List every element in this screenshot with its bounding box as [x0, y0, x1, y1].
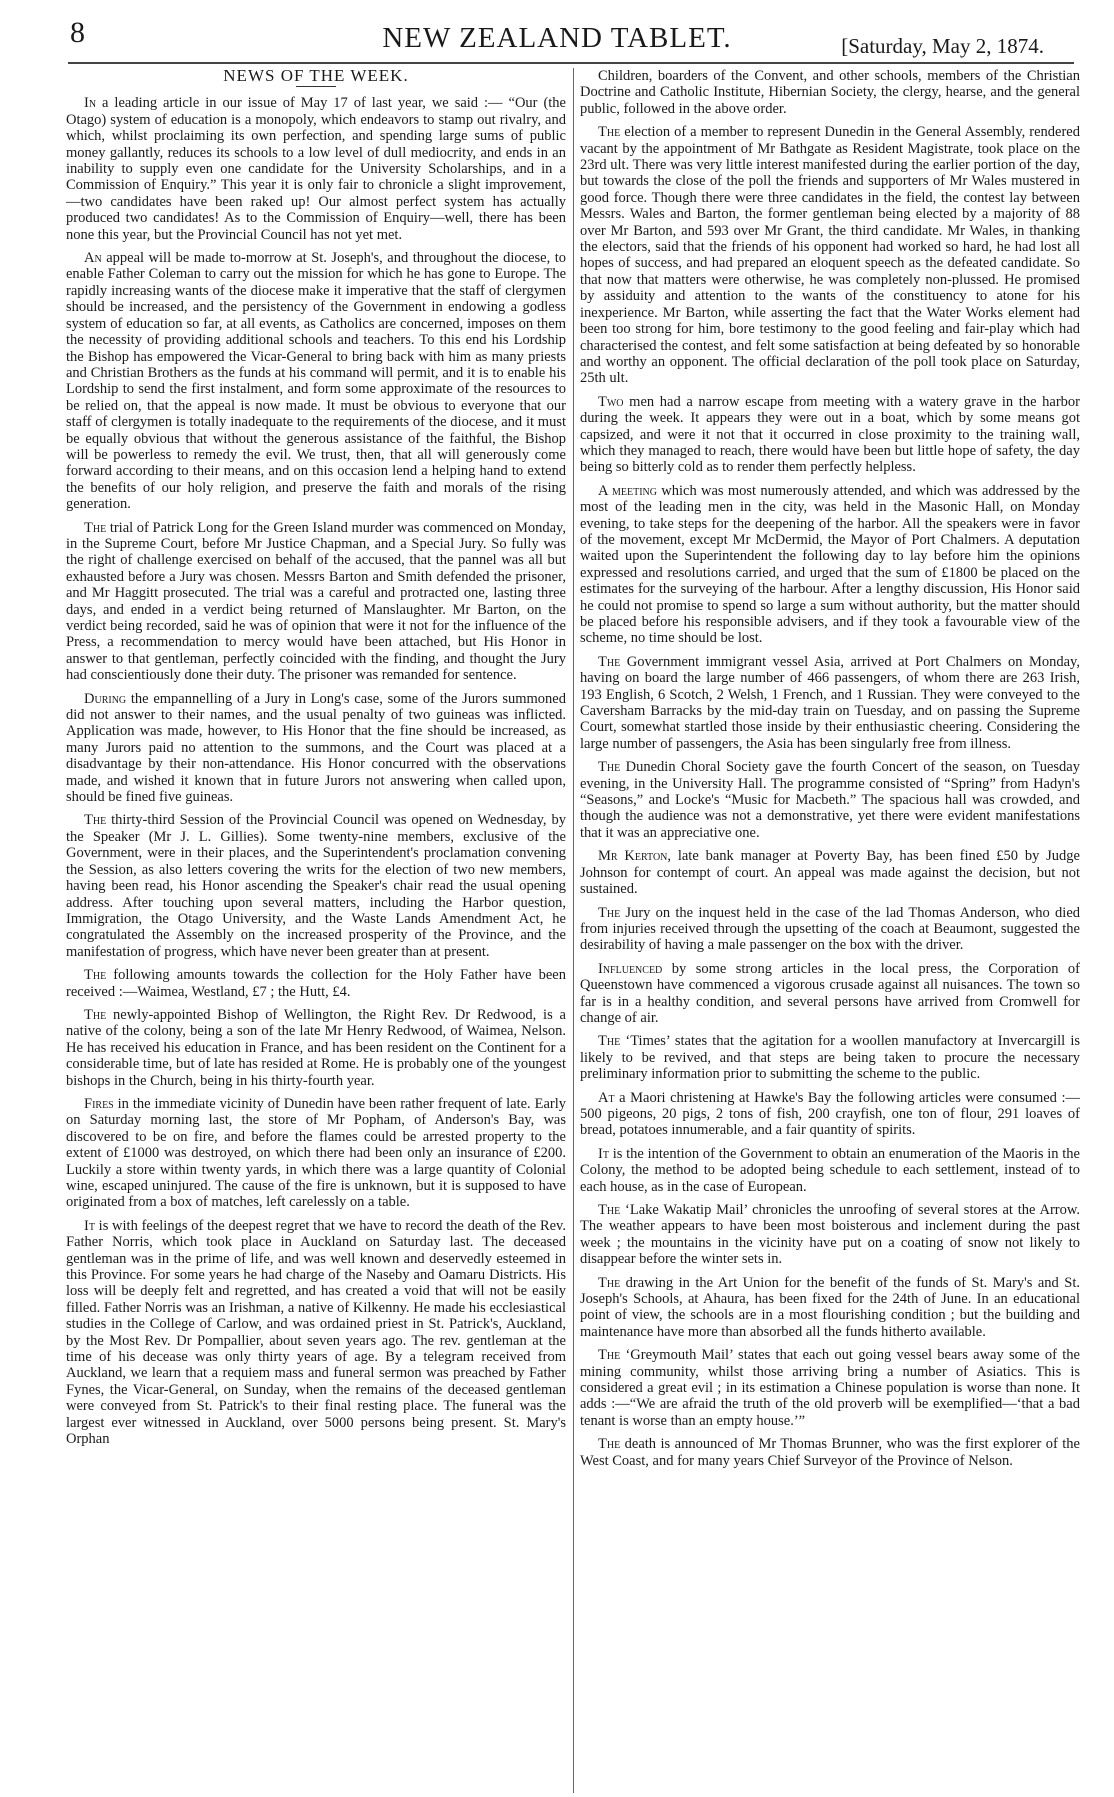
paragraph-lead: An: [84, 250, 102, 267]
news-paragraph: [580, 654, 1080, 752]
paragraph-text: is the intention of the Government to obtain an enumeration of the Maoris in the Colony, the method to be adopted being schedule to each settlement, instead of to each house, as in the case of European.: [580, 1145, 1080, 1195]
paragraph-text: which was most numerously attended, and which was addressed by the most of the leading men in the city, was held in the Masonic Hall, on Monday evening, to take steps for the deepening of the harbor. All the speakers were in favor of the movement, except Mr McDermid, the Mayor of Port Chalmers. A deputation waited upon the Superintendent the following day to lay before him the opinions expressed and resolutions carried, and urged that the sum of £1800 be placed on the estimates for the surveying of the harbour. After a lengthy discussion, His Honor said he could not promise to spend so large a sum without authority, but the matter should be placed before his responsible advisers, and if they took a favourable view of the scheme, no time should be lost.: [580, 482, 1080, 647]
news-paragraph: [580, 1347, 1080, 1429]
paragraph-text: election of a member to represent Dunedin in the General Assembly, rendered vacant by the appointment of Mr Bathgate as Resident Magistrate, took place on the 23rd ult. There was very little interest manifested during the earlier portion of the day, but towards the close of the poll the friends and supporters of Mr Wales mustered in good force. Though there were three candidates in the field, the contest lay between Messrs. Wales and Barton, the former gentleman being elected by a majority of 88 over Mr Barton, and 593 over Mr Grant, the third candidate. Mr Wales, in thanking the electors, said that the friends of his opponent had worked so hard, he had lost all hopes of success, and had prepared an eloquent speech as the defeated candidate. So that now that matters were otherwise, he was completely non-plussed. He promised by assiduity and attention to the wants of the constituency to atone for his inexperience. Mr Barton, while asserting the fact that the Water Works element had been too strong for him, bore testimony to the good feeling and fair-play which had characterised the contest, and felt some satisfaction at being defeated by so honorable and worthy an opponent. The official declaration of the poll took place on Saturday, 25th ult.: [580, 124, 1080, 387]
page-number: 8: [70, 16, 85, 49]
news-paragraph: [580, 394, 1080, 476]
news-paragraph: [66, 1007, 566, 1089]
right-paragraphs: [580, 68, 1080, 1469]
left-paragraphs: [66, 95, 566, 1447]
paragraph-lead: It: [598, 1145, 609, 1162]
news-paragraph: [66, 95, 566, 243]
right-column: [580, 68, 1080, 1790]
paragraph-text: ‘Times’ states that the agitation for a woollen manufactory at Invercargill is likely to be revived, and that steps are being taken to procure the necessary preliminary information prior to submitting the scheme to the public.: [580, 1033, 1080, 1083]
paragraph-lead: The: [598, 1436, 621, 1453]
paragraph-text: men had a narrow escape from meeting with a watery grave in the harbor during the week. It appears they were out in a boat, which by some means got capsized, and were it not that it occurred in close proximity to the training wall, which they managed to reach, there would have been but little hope of safety, the day being so bitterly cold as to render them perfectly helpless.: [580, 393, 1080, 476]
news-paragraph: [580, 1146, 1080, 1195]
paragraph-lead: The: [84, 812, 107, 829]
paragraph-lead: During: [84, 690, 127, 707]
paragraph-text: death is announced of Mr Thomas Brunner, who was the first explorer of the West Coast, and for many years Chief Surveyor of the Province of Nelson.: [580, 1436, 1080, 1469]
paragraph-text: by some strong articles in the local press, the Corporation of Queenstown have commenced a vigorous crusade against all nuisances. The town so far is in a healthy condition, and several persons have arrived from Cromwell for change of air.: [580, 960, 1080, 1026]
section-title: NEWS OF THE WEEK.: [223, 68, 409, 85]
news-paragraph: [580, 961, 1080, 1027]
column-divider: [573, 68, 574, 1793]
news-paragraph: [66, 967, 566, 1000]
paragraph-lead: The: [598, 759, 621, 776]
paragraph-text: the empannelling of a Jury in Long's case, some of the Jurors summoned did not answer to their names, and the usual penalty of two guineas was inflicted. Application was made, however, to His Honor that the fine should be increased, as many Jurors paid no attention to the summons, and the Court was placed at a disadvantage by their non-attendance. His Honor concurred with the observations made, and wished it known that in future Jurors not answering when called upon, should be fined five guineas.: [66, 690, 566, 806]
news-paragraph: [66, 1218, 566, 1448]
paragraph-text: newly-appointed Bishop of Wellington, the Right Rev. Dr Redwood, is a native of the colony, being a son of the late Mr Henry Redwood, of Waimea, Nelson. He has received his education in France, and has been resident on the Continent for a considerable time, but of late has resided at Rome. He is probably one of the youngest bishops in the Church, being in his thirty-fourth year.: [66, 1006, 566, 1089]
paragraph-text: thirty-third Session of the Provincial Council was opened on Wednesday, by the Speaker (Mr J. L. Gillies). Some twenty-nine members, exclusive of the Government, were in their places, and the Superintendent's proclamation convening the Session, as also letters covering the writs for the election of two new members, having been read, his Honor ascending the Speaker's chair read the usual opening address. After touching upon several matters, including the Harbor question, Immigration, the Otago University, and the Waste Lands Amendment Act, he congratulated the Assembly on the increased prosperity of the Province, and the manifestation of progress, which have never been greater than at present.: [66, 812, 566, 960]
masthead-title: NEW ZEALAND TABLET.: [382, 22, 732, 54]
paragraph-lead: The: [598, 1347, 621, 1364]
paragraph-lead: Fires: [84, 1095, 114, 1112]
paragraph-text: in the immediate vicinity of Dunedin have been rather frequent of late. Early on Saturday morning last, the store of Mr Popham, of Anderson's Bay, was discovered to be on fire, and before the flames could be arrested property to the extent of £1000 was destroyed, on which there had been only an insurance of £200. Luckily a store within twenty yards, in which there was a large quantity of Colonial wine, escaped uninjured. The cause of the fire is unknown, but it is supposed to have originated from a box of matches, left carelessly on a table.: [66, 1095, 566, 1211]
paragraph-text: a leading article in our issue of May 17 of last year, we said :— “Our (the Otago) system of education is a monopoly, which endeavors to stamp out rivalry, and which, whilst proclaiming its own perfection, and spending large sums of public money gallantly, reduces its schools to a low level of dull mediocrity, and ends in an inability to supply even one candidate for the University Scholarships, and in a Commission of Enquiry.” This year it is only fair to chronicle a slight improvement,—two candidates have been raked up! Our almost perfect system has actually produced two candidates! As to the Commission of Enquiry—well, there has been none this year, but the Provincial Council has not yet met.: [66, 95, 566, 243]
paragraph-lead: The: [598, 1202, 621, 1218]
news-paragraph: [66, 812, 566, 960]
paragraph-text: late bank manager at Poverty Bay, has been fined £50 by Judge Johnson for contempt of court. An appeal was made against the decision, but not sustained.: [580, 848, 1080, 898]
news-paragraph: [66, 1096, 566, 1211]
title-rule: [296, 86, 336, 87]
paragraph-text: Jury on the inquest held in the case of the lad Thomas Anderson, who died from injuries received through the upsetting of the coach at Beaumont, suggested the desirability of having a male passenger on the box with the driver.: [580, 904, 1080, 954]
paragraph-lead: The: [598, 904, 621, 921]
news-paragraph: [580, 905, 1080, 954]
paragraph-text: drawing in the Art Union for the benefit of the funds of St. Mary's and St. Joseph's Schools, at Ahaura, has been fixed for the 24th of June. In an educational point of view, the schools are in a most flourishing condition ; but the building and maintenance have more than absorbed all the funds hitherto available.: [580, 1274, 1080, 1340]
news-paragraph: [66, 250, 566, 513]
left-column: [66, 68, 566, 1790]
paragraph-lead: The: [598, 124, 621, 141]
paragraph-text: is with feelings of the deepest regret that we have to record the death of the Rev. Father Norris, which took place in Auckland on Saturday last. The deceased gentleman was in the prime of life, and was well known and deservedly esteemed in this Province. For some years he had charge of the Naseby and Oamaru Districts. His loss will be deeply felt and regretted, and has created a void that will not be easily filled. Father Norris was an Irishman, a native of Kilkenny. He made his ecclesiastical studies in the College of Carlow, and was ordained priest in St. Patrick's, Auckland, by the Most Rev. Dr Pompallier, about seven years ago. The rev. gentleman at the time of his decease was only thirty years of age. By a telegram received from Auckland, we learn that a requiem mass and funeral sermon was preached by Father Fynes, the Vicar-General, on Sunday, when the remains of the deceased gentleman were conveyed from St. Patrick's to their final resting place. The funeral was the largest ever witnessed in Auckland, over 5000 persons being present. St. Mary's Orphan: [66, 1217, 566, 1448]
paragraph-lead: The: [84, 967, 107, 984]
news-paragraph: [580, 1275, 1080, 1341]
paragraph-lead: In: [84, 95, 97, 112]
paragraph-text: ‘Greymouth Mail’ states that each out going vessel bears away some of the mining community, whilst those arriving bring a number of Asiatics. This is considered a great evil ; in its estimation a Chinese population is worse than none. It adds :—“We are afraid the truth of the old proverb will be exemplified—‘that a bad tenant is worse than an empty house.’”: [580, 1347, 1080, 1429]
paragraph-lead: It: [84, 1217, 95, 1234]
paragraph-text: trial of Patrick Long for the Green Island murder was commenced on Monday, in the Supreme Court, before Mr Justice Chapman, and a Special Jury. So fully was the right of challenge exercised on behalf of the accused, that the pannel was all but exhausted before a Jury was chosen. Messrs Barton and Smith defended the prisoner, and Mr Haggitt prosecuted. The trial was a careful and protracted one, lasting three days, and ended in a verdict being returned of Manslaughter. Mr Barton, on the verdict being recorded, said he was of opinion that were it not for the influence of the Press, a recommendation to mercy would have been attached, but His Honor in answer to that gentleman, perfectly coincided with the finding, and thought the Jury had conscientiously done their duty. The prisoner was remanded for sentence.: [66, 519, 566, 684]
paragraph-lead: Two: [598, 393, 624, 410]
paragraph-lead: A meeting: [598, 482, 657, 499]
paragraph-text: appeal will be made to-morrow at St. Joseph's, and throughout the diocese, to enable Father Coleman to carry out the mission for which he has gone to Europe. The rapidly increasing wants of the diocese make it imperative that the staff of clergymen should be increased, and the persistency of the Government in endowing a godless system of education so far, at all events, as Catholics are concerned, imposes on them the necessity of providing additional schools and teachers. To this end his Lordship the Bishop has empowered the Vicar-General to bring back with him as many priests and Christian Brothers as the funds at his command will permit, and it is to enable his Lordship to send the first instalment, and form some approximate of the resources to be relied on, that the appeal is now made. It must be obvious to everyone that our staff of clergymen is totally inadequate to the requirements of the diocese, and it must be equally obvious that without the generous assistance of the faithful, the Bishop will be powerless to remedy the evil. We trust, then, that all will generously come forward according to their means, and on this occasion lend a helping hand to extend the benefits of our holy religion, and preserve the faith and morals of the rising generation.: [66, 250, 566, 513]
news-paragraph: [580, 124, 1080, 387]
news-paragraph: [580, 483, 1080, 647]
news-paragraph: [580, 1090, 1080, 1139]
paragraph-lead: The: [598, 1274, 621, 1291]
paragraph-lead: Influenced: [598, 960, 663, 977]
paragraph-text: following amounts towards the collection for the Holy Father have been received :—Waimea, Westland, £7 ; the Hutt, £4.: [66, 967, 566, 1000]
news-paragraph: [66, 691, 566, 806]
header-rule: [68, 62, 1074, 64]
news-paragraph: [580, 848, 1080, 897]
page-header: [0, 0, 1114, 62]
paragraph-text: Children, boarders of the Convent, and other schools, members of the Christian Doctrine and Catholic Institute, Hibernian Society, the clergy, hearse, and the general public, followed in the above order.: [580, 68, 1080, 117]
issue-date: [Saturday, May 2, 1874.: [841, 34, 1044, 58]
news-paragraph: [580, 1202, 1080, 1268]
paragraph-lead: The: [598, 1033, 621, 1050]
news-paragraph: [580, 68, 1080, 117]
paragraph-text: a Maori christening at Hawke's Bay the following articles were consumed :—500 pigeons, 20 pigs, 2 tons of fish, 200 crayfish, one ton of flour, 291 loaves of bread, potatoes innumerable, and a fair quantity of spirits.: [580, 1089, 1080, 1139]
news-paragraph: [580, 1436, 1080, 1469]
paragraph-lead: The: [84, 1006, 107, 1023]
news-paragraph: [580, 1033, 1080, 1082]
paragraph-lead: The: [84, 519, 107, 536]
paragraph-lead: Mr Kerton,: [598, 848, 672, 865]
news-paragraph: [580, 759, 1080, 841]
paragraph-text: Government immigrant vessel Asia, arrived at Port Chalmers on Monday, having on board the large number of 466 passengers, of whom there are 263 Irish, 193 English, 6 Scotch, 2 Welsh, 1 French, and 1 Russian. They were conveyed to the Caversham Barracks by the mid-day train on Tuesday, and on passing the Supreme Court, somewhat startled those inside by their enthusiastic cheering. Considering the large number of passengers, the Asia has been singularly free from illness.: [580, 653, 1080, 752]
news-paragraph: [66, 520, 566, 684]
paragraph-text: Dunedin Choral Society gave the fourth Concert of the season, on Tuesday evening, in the University Hall. The programme consisted of “Spring” from Hadyn's “Seasons,” and Locke's “Music for Macbeth.” The spacious hall was crowded, and though the audience was not a demonstrative, yet there were evident manifestations that it was an appreciative one.: [580, 759, 1080, 841]
paragraph-text: ‘Lake Wakatip Mail’ chronicles the unroofing of several stores at the Arrow. The weather appears to have been most boisterous and inclement during the past week ; the mountains in the vicinity have put on a coating of snow not likely to disappear before the winter sets in.: [580, 1202, 1080, 1268]
paragraph-lead: The: [598, 653, 621, 670]
paragraph-lead: At: [598, 1089, 615, 1106]
